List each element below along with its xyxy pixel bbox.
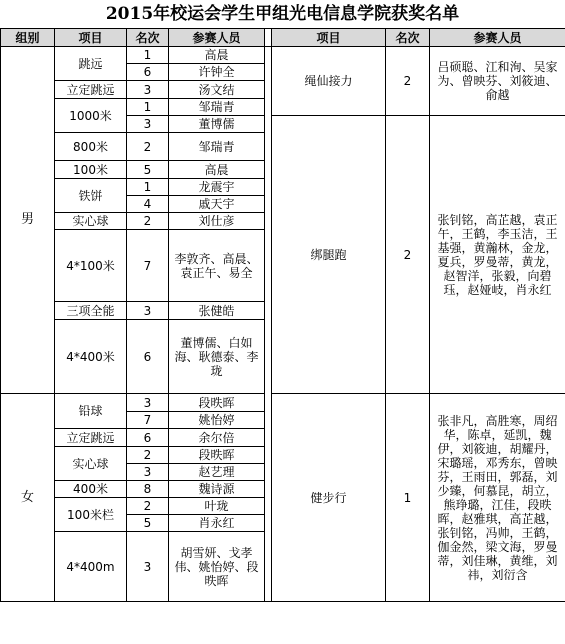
rank-cell: 3 xyxy=(127,302,169,320)
rank-cell: 3 xyxy=(127,394,169,412)
people-cell: 姚怡婷 xyxy=(169,412,265,429)
header-gap xyxy=(265,29,272,47)
right-item-cell: 绑腿跑 xyxy=(272,116,386,394)
people-cell: 余尔倍 xyxy=(169,429,265,447)
people-cell: 高晨 xyxy=(169,47,265,64)
people-cell: 赵艺理 xyxy=(169,464,265,481)
header-people-right: 参赛人员 xyxy=(430,29,565,47)
table-row xyxy=(1,47,565,64)
rank-cell: 2 xyxy=(127,213,169,230)
rank-cell: 1 xyxy=(127,47,169,64)
people-cell: 段昳晖 xyxy=(169,447,265,464)
right-rank-cell: 1 xyxy=(386,394,430,602)
right-item-cell: 绳仙接力 xyxy=(272,47,386,116)
rank-cell: 7 xyxy=(127,230,169,302)
rank-cell: 1 xyxy=(127,179,169,196)
right-item-cell: 健步行 xyxy=(272,394,386,602)
rank-cell: 7 xyxy=(127,412,169,429)
header-group: 组别 xyxy=(1,29,55,47)
header-item-right: 项目 xyxy=(272,29,386,47)
column-gap xyxy=(265,47,272,602)
rank-cell: 3 xyxy=(127,116,169,133)
people-cell: 龙震宇 xyxy=(169,179,265,196)
header-people: 参赛人员 xyxy=(169,29,265,47)
people-cell: 许钟全 xyxy=(169,64,265,81)
item-cell: 4*100米 xyxy=(55,230,127,302)
rank-cell: 2 xyxy=(127,447,169,464)
right-people-cell: 吕硕聪、江和洵、吴家为、曾映芬、刘筱迪、俞越 xyxy=(430,47,565,116)
header-item: 项目 xyxy=(55,29,127,47)
people-cell: 刘仕彦 xyxy=(169,213,265,230)
group-cell-female: 女 xyxy=(1,394,55,602)
item-cell: 1000米 xyxy=(55,99,127,133)
people-cell: 李敦齐、高晨、袁正午、易全 xyxy=(169,230,265,302)
award-table xyxy=(0,28,565,602)
header-rank-right: 名次 xyxy=(386,29,430,47)
right-people-cell: 张非凡，高胜寒，周绍华，陈卓，延凯，魏伊，刘筱迪，胡耀丹，宋璐瑶，邓秀东，曾映芬，王雨田，郭磊，刘少臻，何慕昆，胡立，熊琤璐，江佳，段昳晖，赵雅琪，高芷越，张钊铭，冯帅，王鹤，伽金然，梁文海，罗曼蒂，刘佳琳，黄维，刘祎，刘衍含 xyxy=(430,394,565,602)
item-cell: 实心球 xyxy=(55,213,127,230)
rank-cell: 4 xyxy=(127,196,169,213)
item-cell: 三项全能 xyxy=(55,302,127,320)
people-cell: 邹瑞青 xyxy=(169,99,265,116)
header-rank: 名次 xyxy=(127,29,169,47)
item-cell: 4*400m xyxy=(55,532,127,602)
right-rank-cell: 2 xyxy=(386,116,430,394)
rank-cell: 6 xyxy=(127,320,169,394)
people-cell: 张健皓 xyxy=(169,302,265,320)
item-cell: 400米 xyxy=(55,481,127,498)
right-people-cell: 张钊铭，高芷越，袁正午，王鹤，李玉洁，王基强，黄瀚林，金龙，夏兵，罗曼蒂，黄龙，赵智洋，张毅，向碧珏，赵娅岐，肖永红 xyxy=(430,116,565,394)
rank-cell: 3 xyxy=(127,464,169,481)
header-row xyxy=(1,29,565,47)
people-cell: 邹瑞青 xyxy=(169,133,265,161)
people-cell: 高晨 xyxy=(169,161,265,179)
item-cell: 跳远 xyxy=(55,47,127,81)
item-cell: 铅球 xyxy=(55,394,127,429)
item-cell: 立定跳远 xyxy=(55,81,127,99)
people-cell: 魏诗源 xyxy=(169,481,265,498)
people-cell: 汤文结 xyxy=(169,81,265,99)
people-cell: 戚天宇 xyxy=(169,196,265,213)
rank-cell: 6 xyxy=(127,429,169,447)
people-cell: 董博儒 xyxy=(169,116,265,133)
rank-cell: 6 xyxy=(127,64,169,81)
people-cell: 叶珑 xyxy=(169,498,265,515)
item-cell: 4*400米 xyxy=(55,320,127,394)
item-cell: 实心球 xyxy=(55,447,127,481)
item-cell: 铁饼 xyxy=(55,179,127,213)
people-cell: 董博儒、白如海、耿德泰、李珑 xyxy=(169,320,265,394)
people-cell: 胡雪妍、戈孝伟、姚怡婷、段昳晖 xyxy=(169,532,265,602)
people-cell: 段昳晖 xyxy=(169,394,265,412)
rank-cell: 2 xyxy=(127,498,169,515)
rank-cell: 5 xyxy=(127,161,169,179)
table-row xyxy=(1,394,565,412)
sheet-title: 2015年校运会学生甲组光电信息学院获奖名单 xyxy=(105,4,460,24)
item-cell: 立定跳远 xyxy=(55,429,127,447)
rank-cell: 5 xyxy=(127,515,169,532)
rank-cell: 3 xyxy=(127,532,169,602)
item-cell: 100米栏 xyxy=(55,498,127,532)
item-cell: 100米 xyxy=(55,161,127,179)
rank-cell: 1 xyxy=(127,99,169,116)
item-cell: 800米 xyxy=(55,133,127,161)
rank-cell: 2 xyxy=(127,133,169,161)
rank-cell: 3 xyxy=(127,81,169,99)
group-cell-male: 男 xyxy=(1,47,55,394)
rank-cell: 8 xyxy=(127,481,169,498)
people-cell: 肖永红 xyxy=(169,515,265,532)
right-rank-cell: 2 xyxy=(386,47,430,116)
